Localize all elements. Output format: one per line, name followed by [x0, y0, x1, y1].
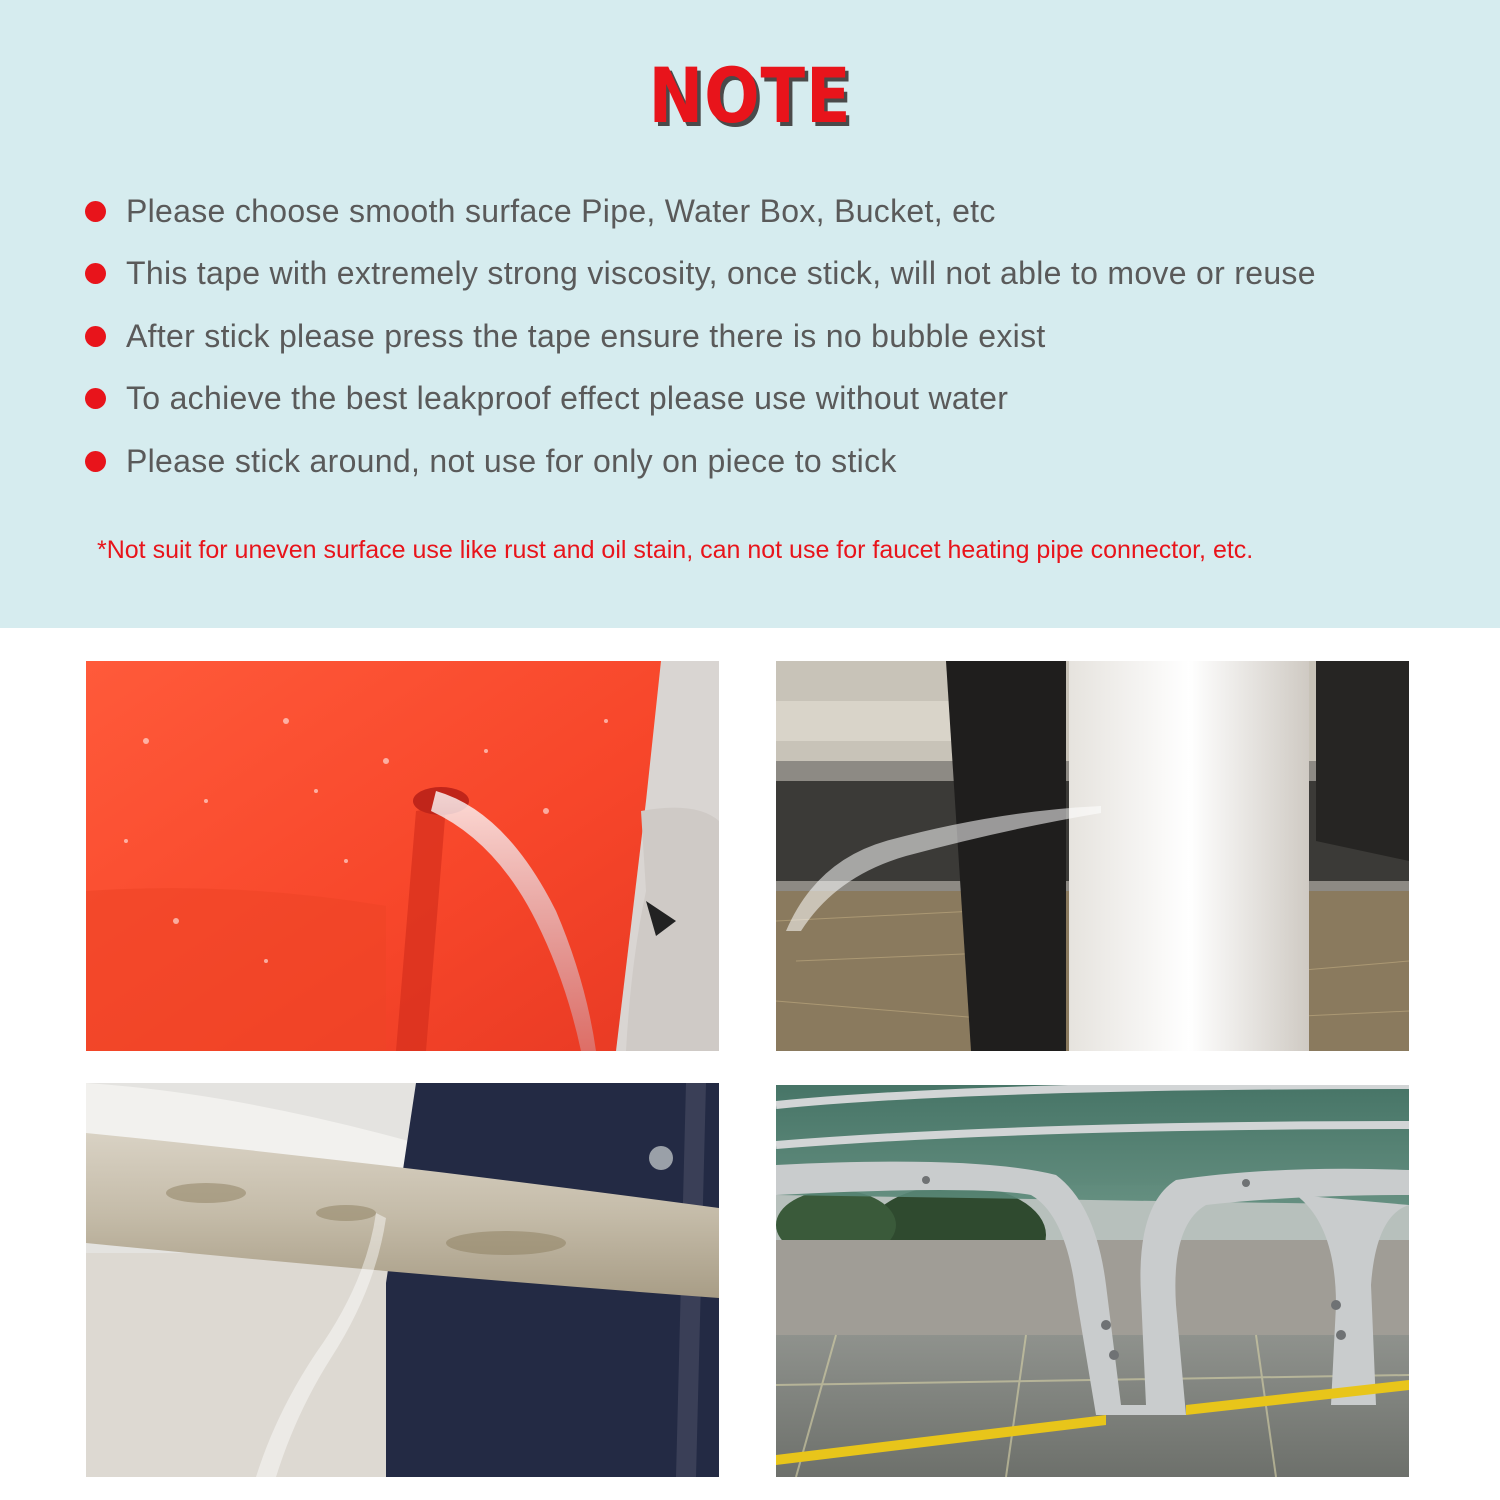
note-text: Please stick around, not use for only on piece to stick — [126, 442, 897, 479]
photo-carport — [776, 1085, 1409, 1477]
bullet-icon — [85, 263, 106, 284]
note-list — [85, 180, 1316, 493]
bullet-icon — [85, 326, 106, 347]
bullet-icon — [85, 451, 106, 472]
list-item — [85, 430, 1316, 493]
list-item — [85, 305, 1316, 368]
footnote: *Not suit for uneven surface use like rust and oil stain, can not use for faucet heating pipe connector, etc. — [97, 536, 1254, 564]
photo-bucket-leak — [86, 661, 719, 1051]
note-text: This tape with extremely strong viscosity, once stick, will not able to move or reuse — [126, 255, 1316, 292]
bullet-icon — [85, 201, 106, 222]
bullet-icon — [85, 388, 106, 409]
note-text: Please choose smooth surface Pipe, Water Box, Bucket, etc — [126, 192, 996, 229]
photo-old-pipe-leak — [86, 1083, 719, 1477]
note-title: NOTE — [648, 51, 852, 140]
list-item — [85, 368, 1316, 431]
list-item — [85, 180, 1316, 243]
note-text: After stick please press the tape ensure there is no bubble exist — [126, 317, 1046, 354]
photo-pipe-spray — [776, 661, 1409, 1051]
list-item — [85, 243, 1316, 306]
note-panel — [0, 0, 1500, 628]
note-text: To achieve the best leakproof effect please use without water — [126, 380, 1009, 417]
